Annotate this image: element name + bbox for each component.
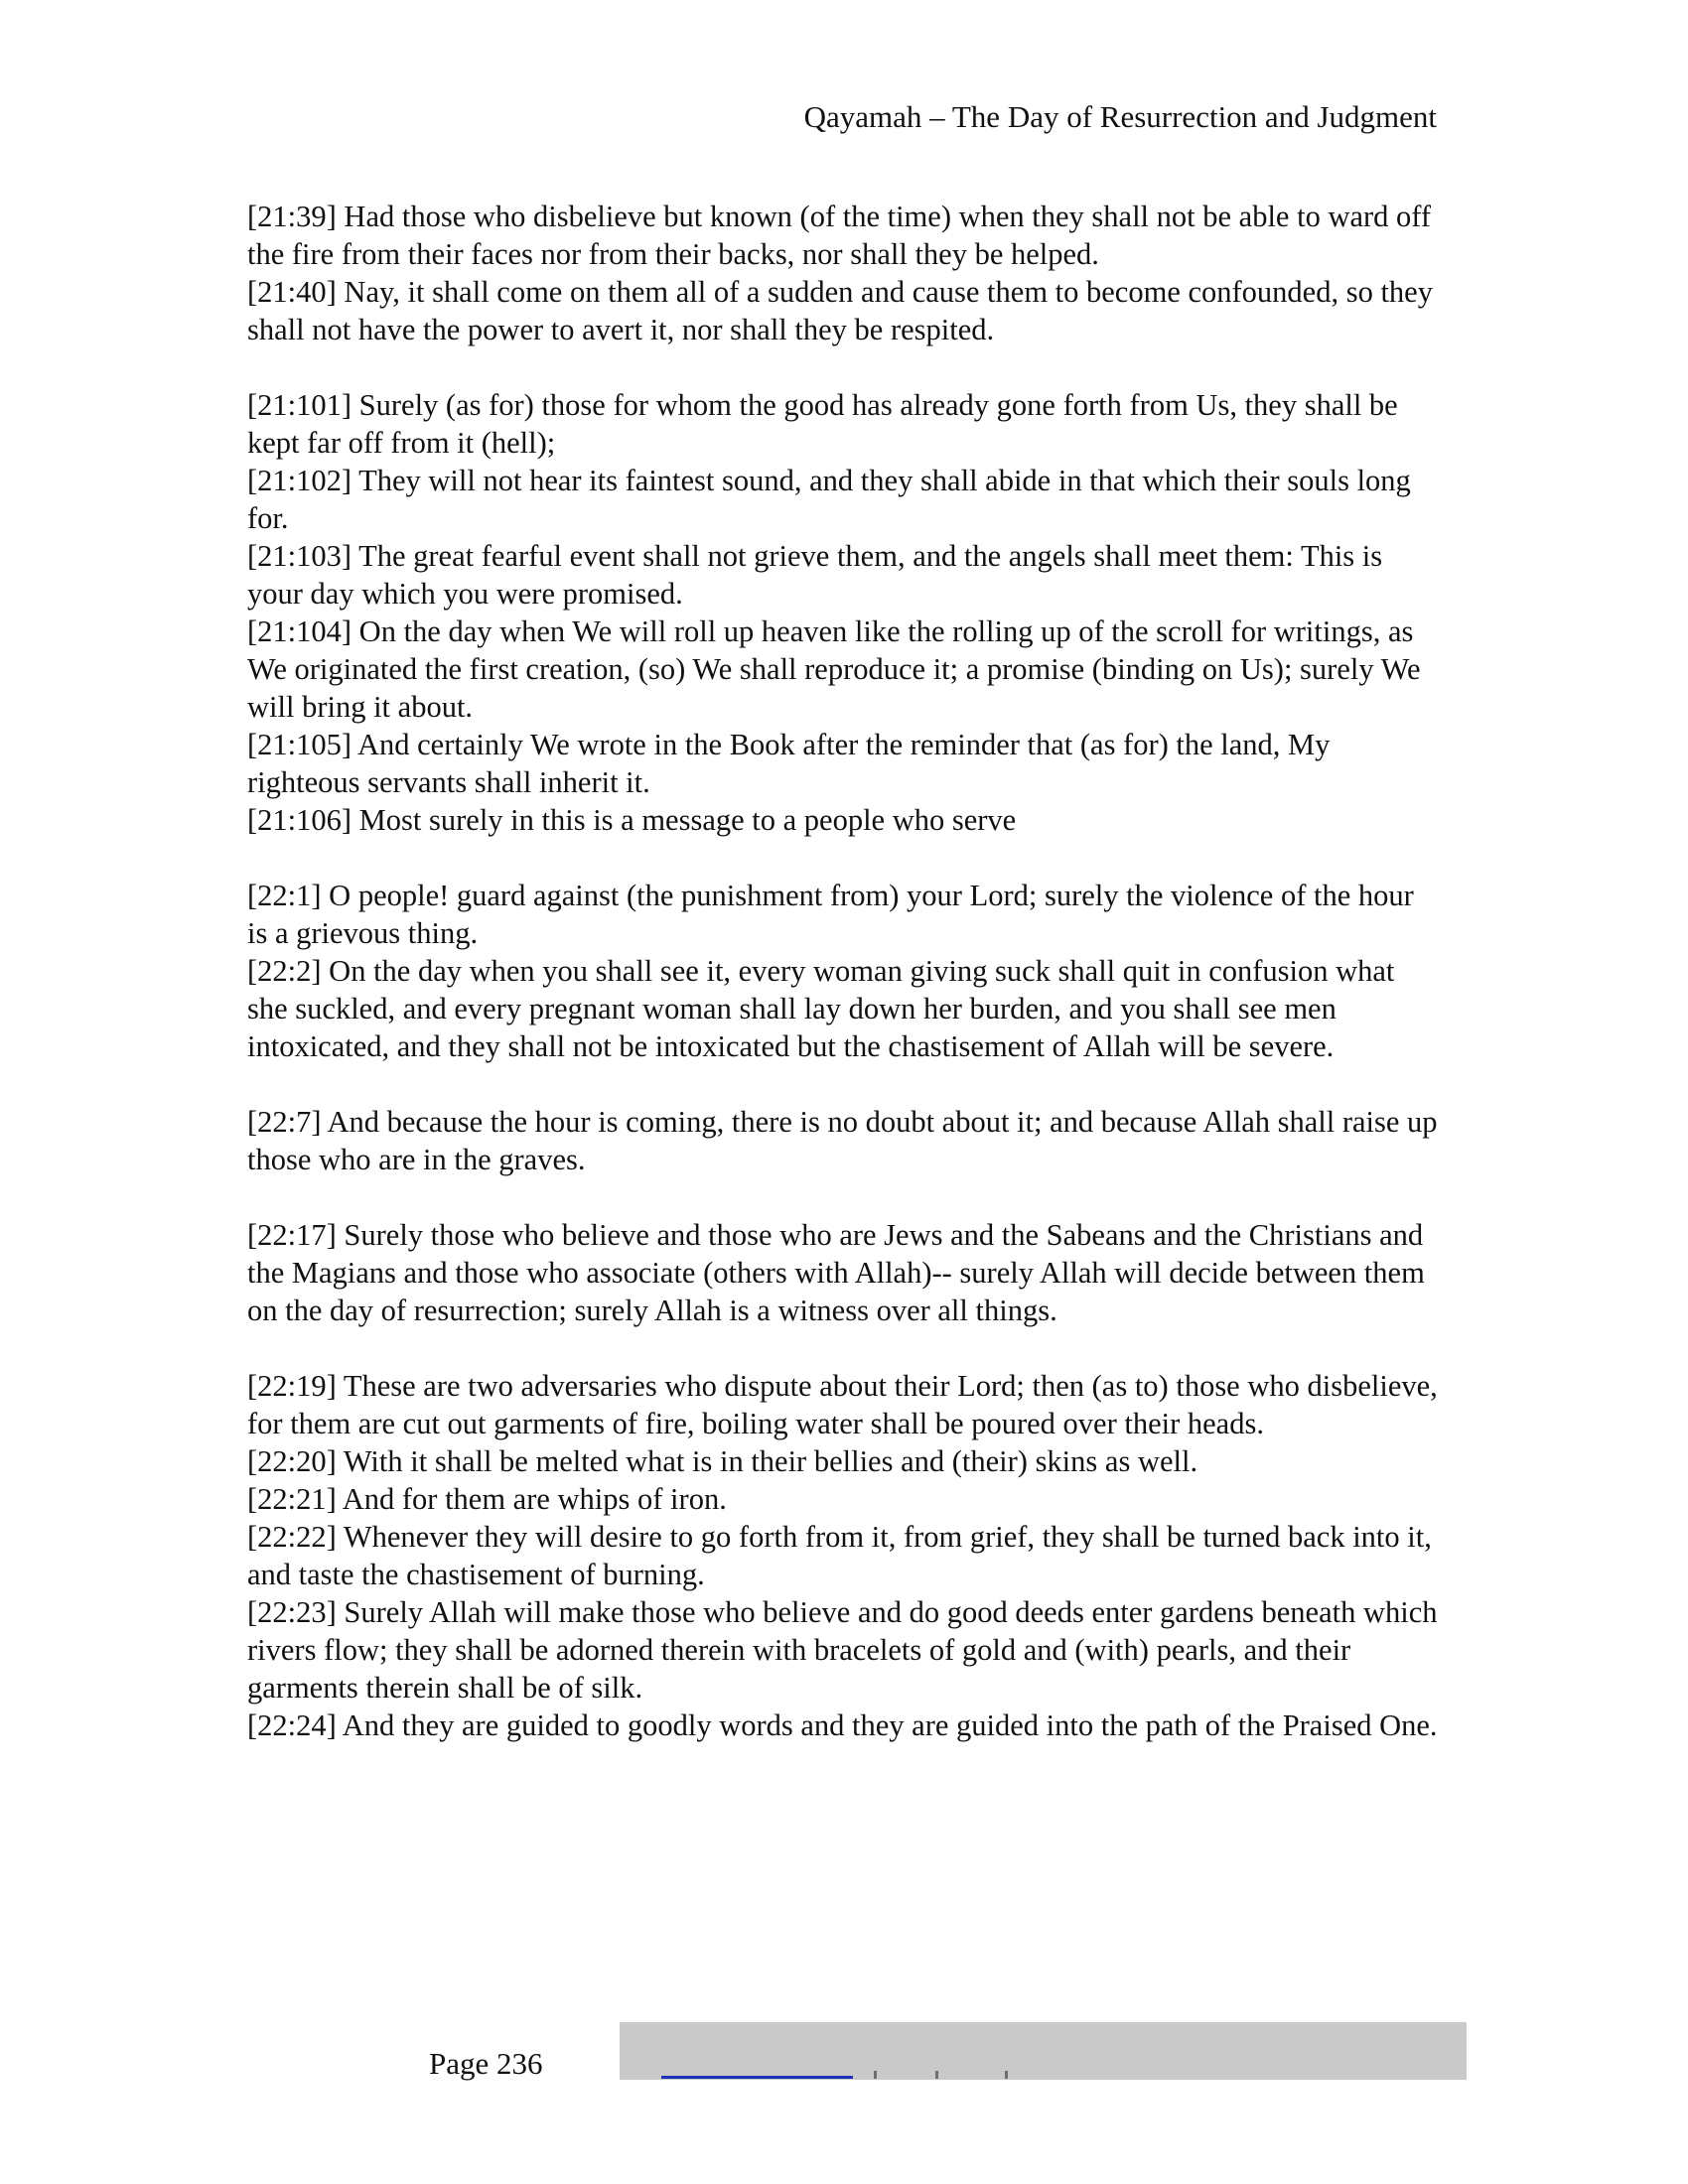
footer-text-fragment	[874, 2071, 877, 2079]
verse-text: [22:22] Whenever they will desire to go forth from it, from grief, they shall be turned back into it, and taste the chastisement of burning.	[247, 1520, 1432, 1591]
verse-text: [22:7] And because the hour is coming, there is no doubt about it; and because Allah shall raise up those who are in the graves.	[247, 1105, 1438, 1176]
verse-group	[247, 877, 1439, 1065]
verse-text: [22:21] And for them are whips of iron.	[247, 1482, 727, 1516]
verse-text: [21:104] On the day when We will roll up heaven like the rolling up of the scroll for writings, as We originated the first creation, (so) We shall reproduce it; a promise (binding on Us); surely We will bring it about.	[247, 614, 1421, 724]
page-body	[247, 198, 1439, 1782]
verse-text: [22:2] On the day when you shall see it, every woman giving suck shall quit in confusion what she suckled, and every pregnant woman shall lay down her burden, and you shall see men intoxicated, and they shall not be intoxicated but the chastisement of Allah will be severe.	[247, 954, 1395, 1063]
running-header: Qayamah – The Day of Resurrection and Judgment	[803, 99, 1437, 134]
verse-group	[247, 1103, 1439, 1178]
verse-text: [21:101] Surely (as for) those for whom the good has already gone forth from Us, they shall be kept far off from it (hell);	[247, 388, 1398, 460]
verse-text: [21:105] And certainly We wrote in the Book after the reminder that (as for) the land, My righteous servants shall inherit it.	[247, 728, 1331, 799]
verse-text: [22:24] And they are guided to goodly words and they are guided into the path of the Praised One.	[247, 1708, 1438, 1742]
footer-text-fragment	[1005, 2071, 1008, 2079]
footer-bar	[620, 2022, 1467, 2080]
verse-group	[247, 1216, 1439, 1329]
verse-text: [22:17] Surely those who believe and those who are Jews and the Sabeans and the Christians and the Magians and those who associate (others with Allah)-- surely Allah will decide between them on the day of resurrection; surely Allah is a witness over all things.	[247, 1218, 1425, 1327]
footer-text-fragment	[935, 2071, 938, 2079]
verse-text: [21:106] Most surely in this is a message to a people who serve	[247, 803, 1017, 837]
verse-group	[247, 386, 1439, 839]
page-number: Page 236	[429, 2046, 543, 2081]
verse-group	[247, 198, 1439, 348]
verse-text: [21:102] They will not hear its faintest sound, and they shall abide in that which their souls long for.	[247, 464, 1411, 535]
verse-text: [21:40] Nay, it shall come on them all of a sudden and cause them to become confounded, so they shall not have the power to avert it, nor shall they be respited.	[247, 275, 1433, 346]
verse-text: [22:20] With it shall be melted what is in their bellies and (their) skins as well.	[247, 1444, 1198, 1478]
verse-text: [22:1] O people! guard against (the punishment from) your Lord; surely the violence of the hour is a grievous thing.	[247, 879, 1414, 950]
verse-text: [21:103] The great fearful event shall not grieve them, and the angels shall meet them: This is your day which you were promised.	[247, 539, 1383, 611]
verse-text: [22:19] These are two adversaries who dispute about their Lord; then (as to) those who disbelieve, for them are cut out garments of fire, boiling water shall be poured over their heads.	[247, 1369, 1438, 1440]
verse-group	[247, 1367, 1439, 1744]
verse-text: [21:39] Had those who disbelieve but known (of the time) when they shall not be able to ward off the fire from their faces nor from their backs, nor shall they be helped.	[247, 200, 1432, 271]
footer-link-underline[interactable]	[661, 2076, 853, 2079]
verse-text: [22:23] Surely Allah will make those who believe and do good deeds enter gardens beneath which rivers flow; they shall be adorned therein with bracelets of gold and (with) pearls, and their garments therein shall be of silk.	[247, 1595, 1438, 1705]
